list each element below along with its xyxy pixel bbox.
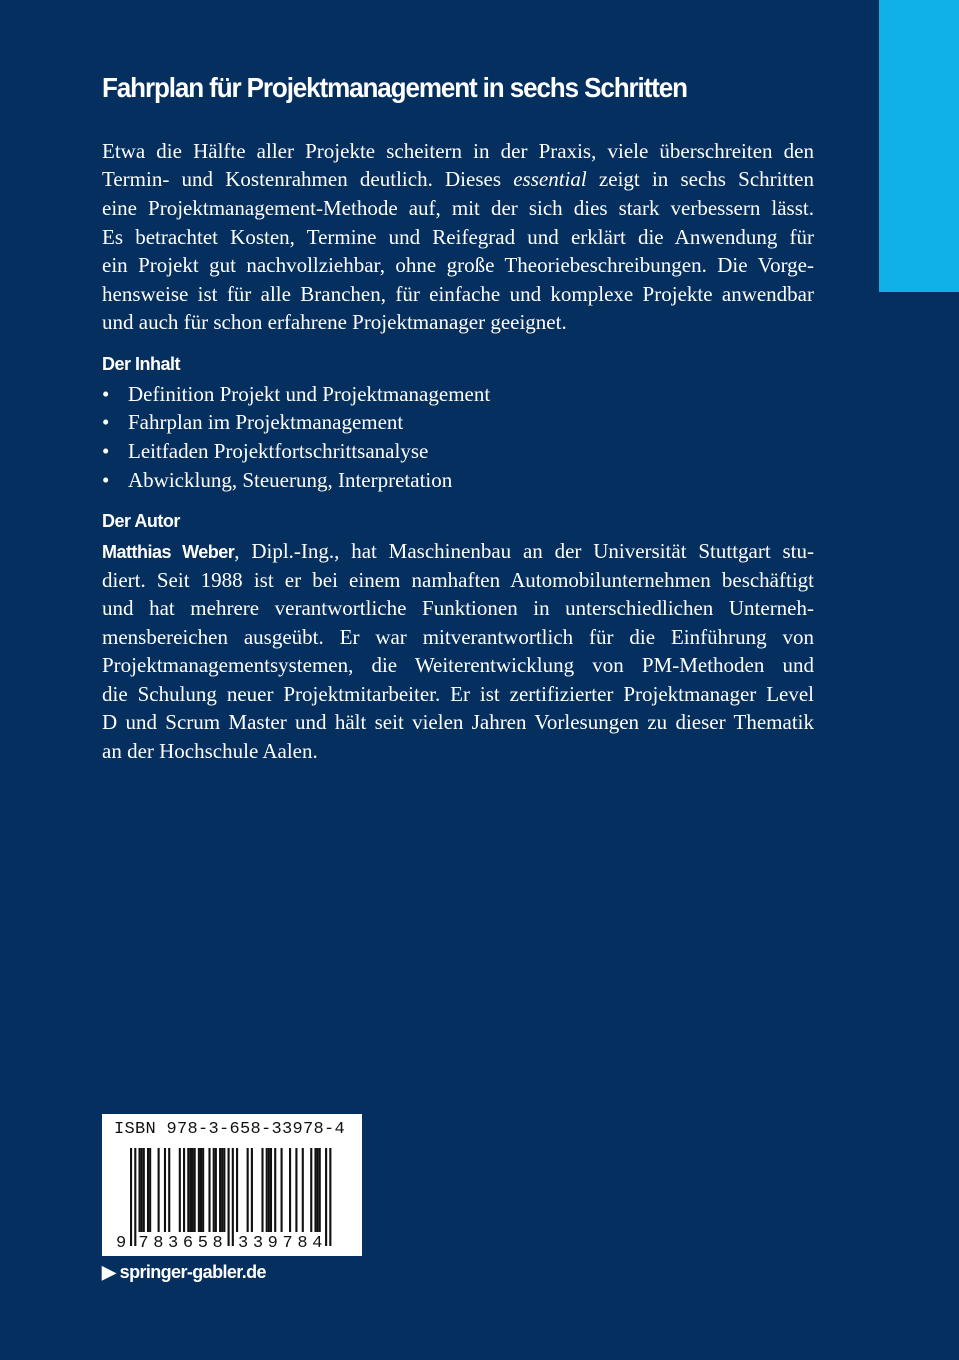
intro-line xyxy=(102,165,814,193)
barcode-bar xyxy=(134,1148,136,1246)
barcode-digit: 8 xyxy=(297,1234,308,1253)
author-line xyxy=(102,537,814,566)
barcode-bar xyxy=(219,1148,221,1232)
author-line-rest: , Dipl.-Ing., hat Maschinenbau an der Universität Stuttgart stu- xyxy=(234,539,814,563)
barcode-digit: 6 xyxy=(182,1234,194,1253)
barcode-bar xyxy=(302,1148,304,1232)
list-item xyxy=(102,437,428,465)
barcode-bar xyxy=(289,1148,291,1232)
barcode-bar xyxy=(268,1148,270,1232)
list-item xyxy=(102,466,452,494)
barcode-bar xyxy=(141,1148,143,1232)
author-line: D und Scrum Master und hält seit vielen Jahren Vorlesungen zu dieser Thematik xyxy=(102,710,814,734)
barcode-digit: 7 xyxy=(282,1234,293,1253)
isbn-label: ISBN 978-3-658-33978-4 xyxy=(114,1120,346,1139)
barcode-bar xyxy=(261,1148,263,1232)
barcode-bar xyxy=(200,1148,202,1232)
intro-line: Es betrachtet Kosten, Termine und Reifegrad und erklärt die Anwendung für xyxy=(102,225,814,249)
intro-line: Etwa die Hälfte aller Projekte scheitern in der Praxis, viele überschreiten den xyxy=(102,139,814,163)
barcode-digit: 5 xyxy=(197,1234,208,1253)
author-line: Projektmanagementsystemen, die Weiterentwicklung von PM-Methoden und xyxy=(102,653,814,677)
intro-line-start: Termin- und Kostenrahmen deutlich. Dieses xyxy=(102,167,514,191)
barcode-bar xyxy=(194,1148,196,1232)
barcode-bar xyxy=(310,1148,312,1232)
author-line: und hat mehrere verantwortliche Funktionen in unterschiedlichen Unterneh- xyxy=(102,596,814,620)
barcode-bar xyxy=(232,1148,234,1246)
barcode-bar xyxy=(221,1148,223,1232)
barcode-bar xyxy=(274,1148,276,1232)
accent-color-block xyxy=(879,0,959,292)
barcode-bar xyxy=(187,1148,189,1232)
author-line: die Schulung neuer Projektmitarbeiter. Er ist zertifizierter Projektmanager Level xyxy=(102,682,814,706)
list-item-label: Fahrplan im Projektmanagement xyxy=(128,410,404,434)
intro-line: ein Projekt gut nachvollziehbar, ohne große Theoriebeschreibungen. Die Vorge- xyxy=(102,253,814,277)
publisher-website[interactable] xyxy=(102,1262,266,1283)
barcode-digit: 3 xyxy=(238,1234,249,1253)
barcode-bar xyxy=(317,1148,319,1232)
barcode-bar xyxy=(266,1148,268,1232)
intro-italic-word: essential xyxy=(513,167,587,191)
barcode-bar xyxy=(143,1148,145,1232)
intro-line: und auch für schon erfahrene Projektmanager geeignet. xyxy=(102,310,567,334)
barcode-bar xyxy=(319,1148,321,1232)
book-title: Fahrplan für Projektmanagement in sechs Schritten xyxy=(102,72,687,103)
barcode-bar xyxy=(208,1148,210,1232)
barcode-bar xyxy=(138,1148,140,1232)
barcode-bar xyxy=(251,1148,253,1232)
barcode-bar xyxy=(223,1148,225,1232)
barcode-bar xyxy=(329,1148,331,1246)
arrow-right-icon: ▶ xyxy=(102,1262,116,1282)
bullet-icon: • xyxy=(102,439,110,463)
barcode-digit: 3 xyxy=(168,1234,179,1253)
author-line: mensbereichen ausgeübt. Er war mitverantwortlich für die Einführung von xyxy=(102,625,814,649)
barcode-digit: 8 xyxy=(212,1234,223,1253)
author-name: Matthias Weber xyxy=(102,542,235,562)
barcode-bar xyxy=(158,1148,160,1232)
barcode-digit: 4 xyxy=(312,1234,323,1253)
intro-line: hensweise ist für alle Branchen, für einfache und komplexe Projekte anwendbar xyxy=(102,282,814,306)
barcode-bar xyxy=(314,1148,316,1232)
barcode-bar xyxy=(270,1148,272,1232)
list-item-label: Leitfaden Projektfortschrittsanalyse xyxy=(128,439,429,463)
author-line: diert. Seit 1988 ist er bei einem namhaften Automobilunternehmen beschäftigt xyxy=(102,568,814,592)
barcode-bar xyxy=(130,1148,132,1246)
barcode-bar xyxy=(149,1148,151,1232)
barcode-bar xyxy=(295,1148,297,1232)
barcode-digit: 7 xyxy=(138,1234,149,1253)
intro-line: eine Projektmanagement-Methode auf, mit der sich dies stark verbessern lässt. xyxy=(102,196,814,220)
barcode-bar xyxy=(228,1148,230,1246)
barcode-bar xyxy=(213,1148,215,1232)
isbn-barcode-box xyxy=(102,1114,362,1256)
barcode-bar xyxy=(183,1148,185,1232)
list-item xyxy=(102,380,490,408)
barcode-bar xyxy=(189,1148,191,1232)
list-item-label: Abwicklung, Steuerung, Interpretation xyxy=(128,468,453,492)
list-item-label: Definition Projekt und Projektmanagement xyxy=(128,382,491,406)
author-heading: Der Autor xyxy=(102,511,180,531)
barcode-bar xyxy=(247,1148,249,1232)
barcode-bar xyxy=(147,1148,149,1232)
barcode-bar xyxy=(168,1148,170,1232)
bullet-icon: • xyxy=(102,382,110,406)
contents-heading: Der Inhalt xyxy=(102,354,181,374)
website-label: springer-gabler.de xyxy=(119,1262,266,1282)
barcode-bar xyxy=(215,1148,217,1232)
barcode-digit: 9 xyxy=(267,1234,278,1253)
intro-line-end: zeigt in sechs Schritten xyxy=(586,167,814,191)
barcode-bar xyxy=(179,1148,181,1232)
bullet-icon: • xyxy=(102,468,110,492)
barcode-bar xyxy=(281,1148,283,1232)
barcode-digit: 3 xyxy=(252,1234,264,1253)
barcode-digit: 9 xyxy=(116,1234,127,1253)
author-line: an der Hochschule Aalen. xyxy=(102,739,318,763)
barcode-bar xyxy=(198,1148,200,1232)
barcode-bar xyxy=(325,1148,327,1246)
barcode-bar xyxy=(164,1148,166,1232)
barcode-bar xyxy=(202,1148,204,1232)
list-item xyxy=(102,408,403,436)
barcode-bar xyxy=(191,1148,193,1232)
bullet-icon: • xyxy=(102,410,110,434)
barcode-digit: 8 xyxy=(153,1234,164,1253)
barcode-bar xyxy=(236,1148,238,1232)
